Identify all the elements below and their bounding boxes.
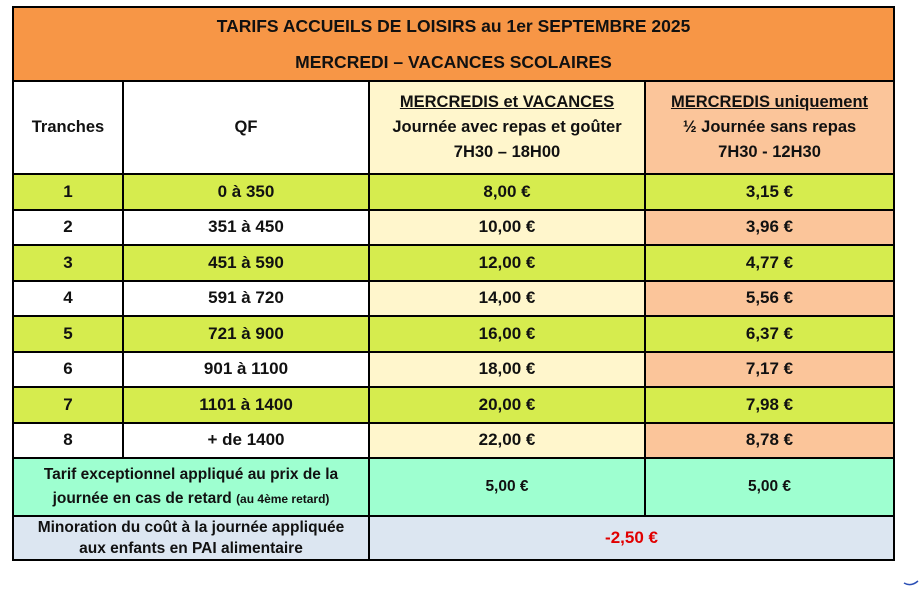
full-day-price: 10,00 € (369, 210, 645, 246)
exceptional-label (13, 458, 369, 516)
minoration-line1: Minoration du coût à la journée appliquée (37, 519, 345, 536)
header-half-day-title: MERCREDIS uniquement (670, 93, 869, 111)
header-full-day-title: MERCREDIS et VACANCES (399, 93, 615, 111)
qf-cell: 351 à 450 (123, 210, 369, 246)
qf-cell: 591 à 720 (123, 281, 369, 317)
tranche-cell: 4 (13, 281, 123, 317)
half-day-price: 7,17 € (645, 352, 894, 388)
header-half-day-hours: 7H30 - 12H30 (718, 143, 821, 161)
exceptional-row (13, 458, 894, 516)
full-day-price: 20,00 € (369, 387, 645, 423)
full-day-price: 16,00 € (369, 316, 645, 352)
header-full-day-sub: Journée avec repas et goûter (392, 118, 622, 136)
exceptional-note: (au 4ème retard) (236, 492, 330, 506)
table-row (13, 245, 894, 281)
table-title (13, 7, 894, 81)
qf-cell: 0 à 350 (123, 174, 369, 210)
exceptional-full-price: 5,00 € (369, 458, 645, 516)
half-day-price: 7,98 € (645, 387, 894, 423)
full-day-price: 14,00 € (369, 281, 645, 317)
header-full-day-hours: 7H30 – 18H00 (453, 143, 561, 161)
corner-mark-icon (903, 577, 919, 587)
qf-cell: + de 1400 (123, 423, 369, 459)
exceptional-line1: Tarif exceptionnel appliqué au prix de la (43, 466, 339, 483)
qf-cell: 451 à 590 (123, 245, 369, 281)
minoration-line2: aux enfants en PAI alimentaire (79, 540, 303, 557)
qf-cell: 901 à 1100 (123, 352, 369, 388)
full-day-price: 18,00 € (369, 352, 645, 388)
minoration-label (13, 516, 369, 560)
header-row (13, 81, 894, 174)
half-day-price: 3,96 € (645, 210, 894, 246)
tranche-cell: 3 (13, 245, 123, 281)
header-half-day-sub: ½ Journée sans repas (682, 118, 857, 136)
exceptional-half-price: 5,00 € (645, 458, 894, 516)
tranche-cell: 7 (13, 387, 123, 423)
table-row (13, 281, 894, 317)
header-qf: QF (123, 81, 369, 174)
table-row (13, 174, 894, 210)
half-day-price: 3,15 € (645, 174, 894, 210)
half-day-price: 8,78 € (645, 423, 894, 459)
tranche-cell: 6 (13, 352, 123, 388)
minoration-row (13, 516, 894, 560)
tariff-table (12, 6, 895, 561)
minoration-value: -2,50 € (605, 528, 658, 547)
title-line1: TARIFS ACCUEILS DE LOISIRS au 1er SEPTEMBRE 2025 (216, 16, 691, 36)
full-day-price: 22,00 € (369, 423, 645, 459)
title-row (13, 7, 894, 81)
half-day-price: 4,77 € (645, 245, 894, 281)
full-day-price: 8,00 € (369, 174, 645, 210)
header-half-day (645, 81, 894, 174)
tranche-cell: 2 (13, 210, 123, 246)
table-row (13, 387, 894, 423)
tranche-cell: 8 (13, 423, 123, 459)
table-row (13, 352, 894, 388)
exceptional-line2: journée en cas de retard (52, 490, 232, 507)
qf-cell: 1101 à 1400 (123, 387, 369, 423)
title-line2: MERCREDI – VACANCES SCOLAIRES (295, 52, 612, 72)
header-tranches: Tranches (13, 81, 123, 174)
header-full-day (369, 81, 645, 174)
half-day-price: 5,56 € (645, 281, 894, 317)
tranche-cell: 5 (13, 316, 123, 352)
table-row (13, 423, 894, 459)
half-day-price: 6,37 € (645, 316, 894, 352)
full-day-price: 12,00 € (369, 245, 645, 281)
table-row (13, 210, 894, 246)
tranche-cell: 1 (13, 174, 123, 210)
qf-cell: 721 à 900 (123, 316, 369, 352)
minoration-value-cell (369, 516, 894, 560)
table-row (13, 316, 894, 352)
